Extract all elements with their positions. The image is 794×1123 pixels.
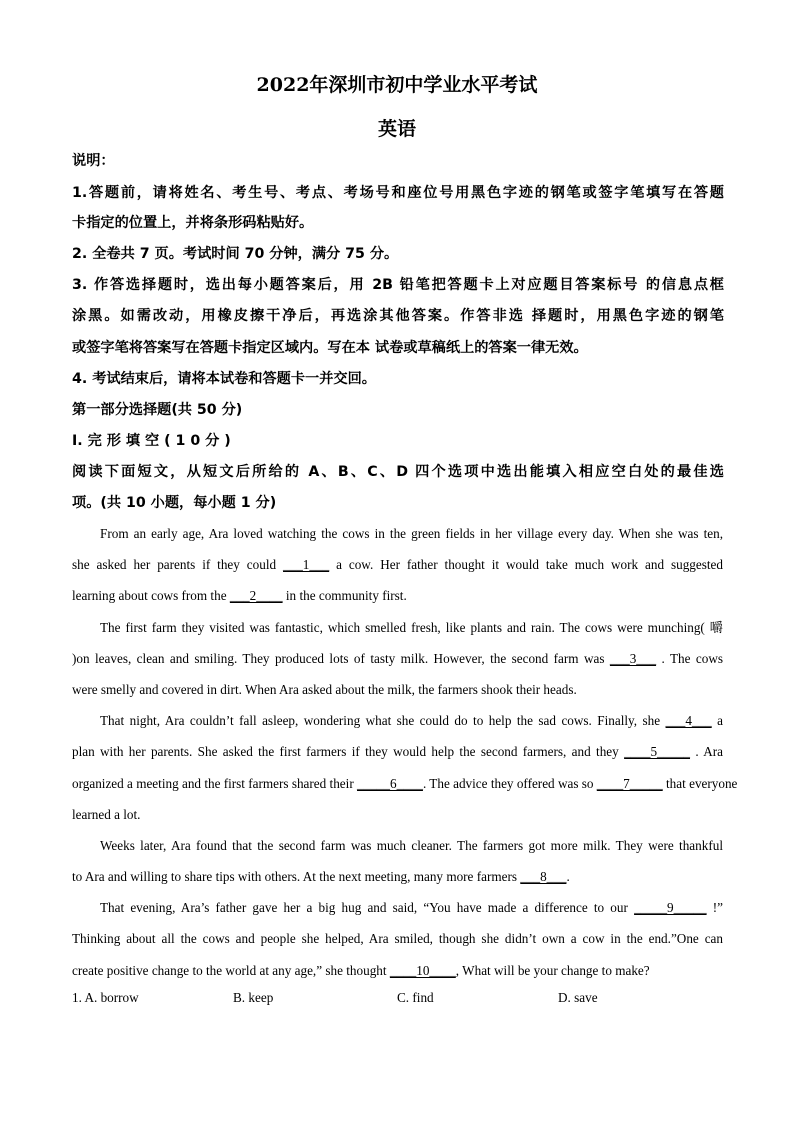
passage-text: a bbox=[711, 713, 723, 729]
passage-line bbox=[72, 580, 723, 611]
option-a: 1. A. borrow bbox=[72, 990, 139, 1005]
section-title: I. 完 形 填 空 ( 1 0 分 ) bbox=[72, 433, 231, 449]
instruction-1-line-1: 1.答题前，请将姓名、考生号、考点、考场号和座位号用黑色字迹的钢笔或签字笔填写在答题 bbox=[72, 185, 724, 201]
passage-text: !” bbox=[706, 900, 723, 916]
passage-line bbox=[72, 549, 723, 580]
passage-line bbox=[72, 705, 723, 736]
blank-7: ____7_____ bbox=[596, 775, 663, 791]
instruction-1-line-2: 卡指定的位置上，并将条形码粘贴好。 bbox=[72, 215, 314, 231]
passage-text: From an early age, Ara loved watching the cows in the green fields in her village every day. When she was ten, bbox=[100, 526, 723, 541]
option-d: D. save bbox=[558, 990, 598, 1005]
blank-3: ___3___ bbox=[609, 650, 657, 666]
passage-text: )on leaves, clean and smiling. They produced lots of tasty milk. However, the second farm was bbox=[72, 650, 610, 666]
blank-9: _____9_____ bbox=[634, 900, 707, 916]
blank-8: ___8___ bbox=[520, 869, 567, 885]
instruction-4: 4. 考试结束后，请将本试卷和答题卡一并交回。 bbox=[72, 371, 376, 387]
blank-6: _____6____ bbox=[357, 775, 423, 791]
option-c: C. find bbox=[397, 990, 434, 1005]
passage bbox=[72, 518, 738, 986]
passage-text: in the community first. bbox=[282, 588, 407, 604]
passage-line bbox=[72, 674, 723, 705]
passage-text: Thinking about all the cows and people she helped, Ara smiled, though she didn’t own a cow in the end.”One can bbox=[72, 931, 723, 947]
passage-text: , What will be your change to make? bbox=[455, 962, 650, 978]
direction-line-2: 项。(共 10 小题，每小题 1 分) bbox=[72, 495, 277, 511]
passage-line bbox=[72, 799, 723, 830]
passage-text: create positive change to the world at any age,” she thought bbox=[72, 962, 390, 978]
passage-text: . bbox=[566, 869, 570, 885]
blank-2: ___2____ bbox=[229, 588, 283, 604]
passage-line bbox=[72, 518, 723, 549]
question-1-options bbox=[72, 990, 724, 1014]
passage-line bbox=[72, 955, 723, 986]
passage-text: . The cows bbox=[656, 650, 723, 666]
passage-line bbox=[72, 892, 723, 923]
option-b: B. keep bbox=[233, 990, 274, 1005]
passage-line bbox=[72, 830, 723, 861]
passage-text: Weeks later, Ara found that the second farm was much cleaner. The farmers got more milk. They were thankful bbox=[100, 837, 723, 853]
passage-text: that everyone bbox=[662, 775, 738, 791]
instruction-3-line-2: 涂黑。如需改动，用橡皮擦干净后，再选涂其他答案。作答非选 择题时，用黑色字迹的钢笔 bbox=[72, 308, 724, 324]
exam-subject: 英语 bbox=[377, 118, 416, 140]
passage-text: . The advice they offered was so bbox=[422, 775, 597, 791]
passage-line bbox=[72, 861, 723, 892]
passage-line bbox=[72, 612, 723, 643]
passage-text: she asked her parents if they could bbox=[72, 557, 284, 573]
instruction-3-line-3: 或签字笔将答案写在答题卡指定区域内。写在本 试卷或草稿纸上的答案一律无效。 bbox=[72, 340, 588, 356]
direction-line-1: 阅读下面短文，从短文后所给的 A、B、C、D 四个选项中选出能填入相应空白处的最佳选 bbox=[72, 464, 724, 480]
passage-text: learning about cows from the bbox=[72, 588, 230, 604]
passage-text: That evening, Ara’s father gave her a big hug and said, “You have made a difference to our bbox=[100, 900, 635, 916]
passage-text: organized a meeting and the first farmers shared their bbox=[72, 775, 358, 791]
passage-text: That night, Ara couldn’t fall asleep, wondering what she could do to help the sad cows. Finally, she bbox=[100, 713, 666, 729]
passage-line bbox=[72, 923, 723, 954]
blank-10: ____10____ bbox=[389, 962, 456, 978]
blank-5: ____5_____ bbox=[624, 744, 691, 760]
passage-text: a cow. Her father thought it would take much work and suggested bbox=[329, 557, 723, 573]
passage-text: plan with her parents. She asked the first farmers if they would help the second farmers, and they bbox=[72, 744, 625, 760]
exam-title: 2022年深圳市初中学业水平考试 bbox=[256, 74, 538, 96]
passage-text: The first farm they visited was fantastic, which smelled fresh, like plants and rain. The cows were munching( 嚼 bbox=[100, 619, 723, 635]
passage-text: learned a lot. bbox=[72, 806, 141, 822]
part-title: 第一部分选择题(共 50 分) bbox=[72, 402, 243, 418]
blank-4: ___4___ bbox=[665, 713, 712, 729]
passage-line bbox=[72, 736, 723, 767]
passage-text: . Ara bbox=[690, 744, 723, 760]
instruction-2: 2. 全卷共 7 页。考试时间 70 分钟，满分 75 分。 bbox=[72, 246, 399, 262]
blank-1: ___1___ bbox=[283, 557, 330, 573]
passage-text: to Ara and willing to share tips with others. At the next meeting, many more farmers bbox=[72, 869, 521, 885]
instruction-3-line-1: 3. 作答选择题时，选出每小题答案后，用 2B 铅笔把答题卡上对应题目答案标号 的信息点框 bbox=[72, 277, 724, 293]
passage-line bbox=[72, 643, 723, 674]
passage-line bbox=[72, 768, 738, 799]
passage-text: were smelly and covered in dirt. When Ara asked about the milk, the farmers shook their heads. bbox=[72, 681, 577, 697]
instructions-heading: 说明： bbox=[72, 153, 115, 169]
